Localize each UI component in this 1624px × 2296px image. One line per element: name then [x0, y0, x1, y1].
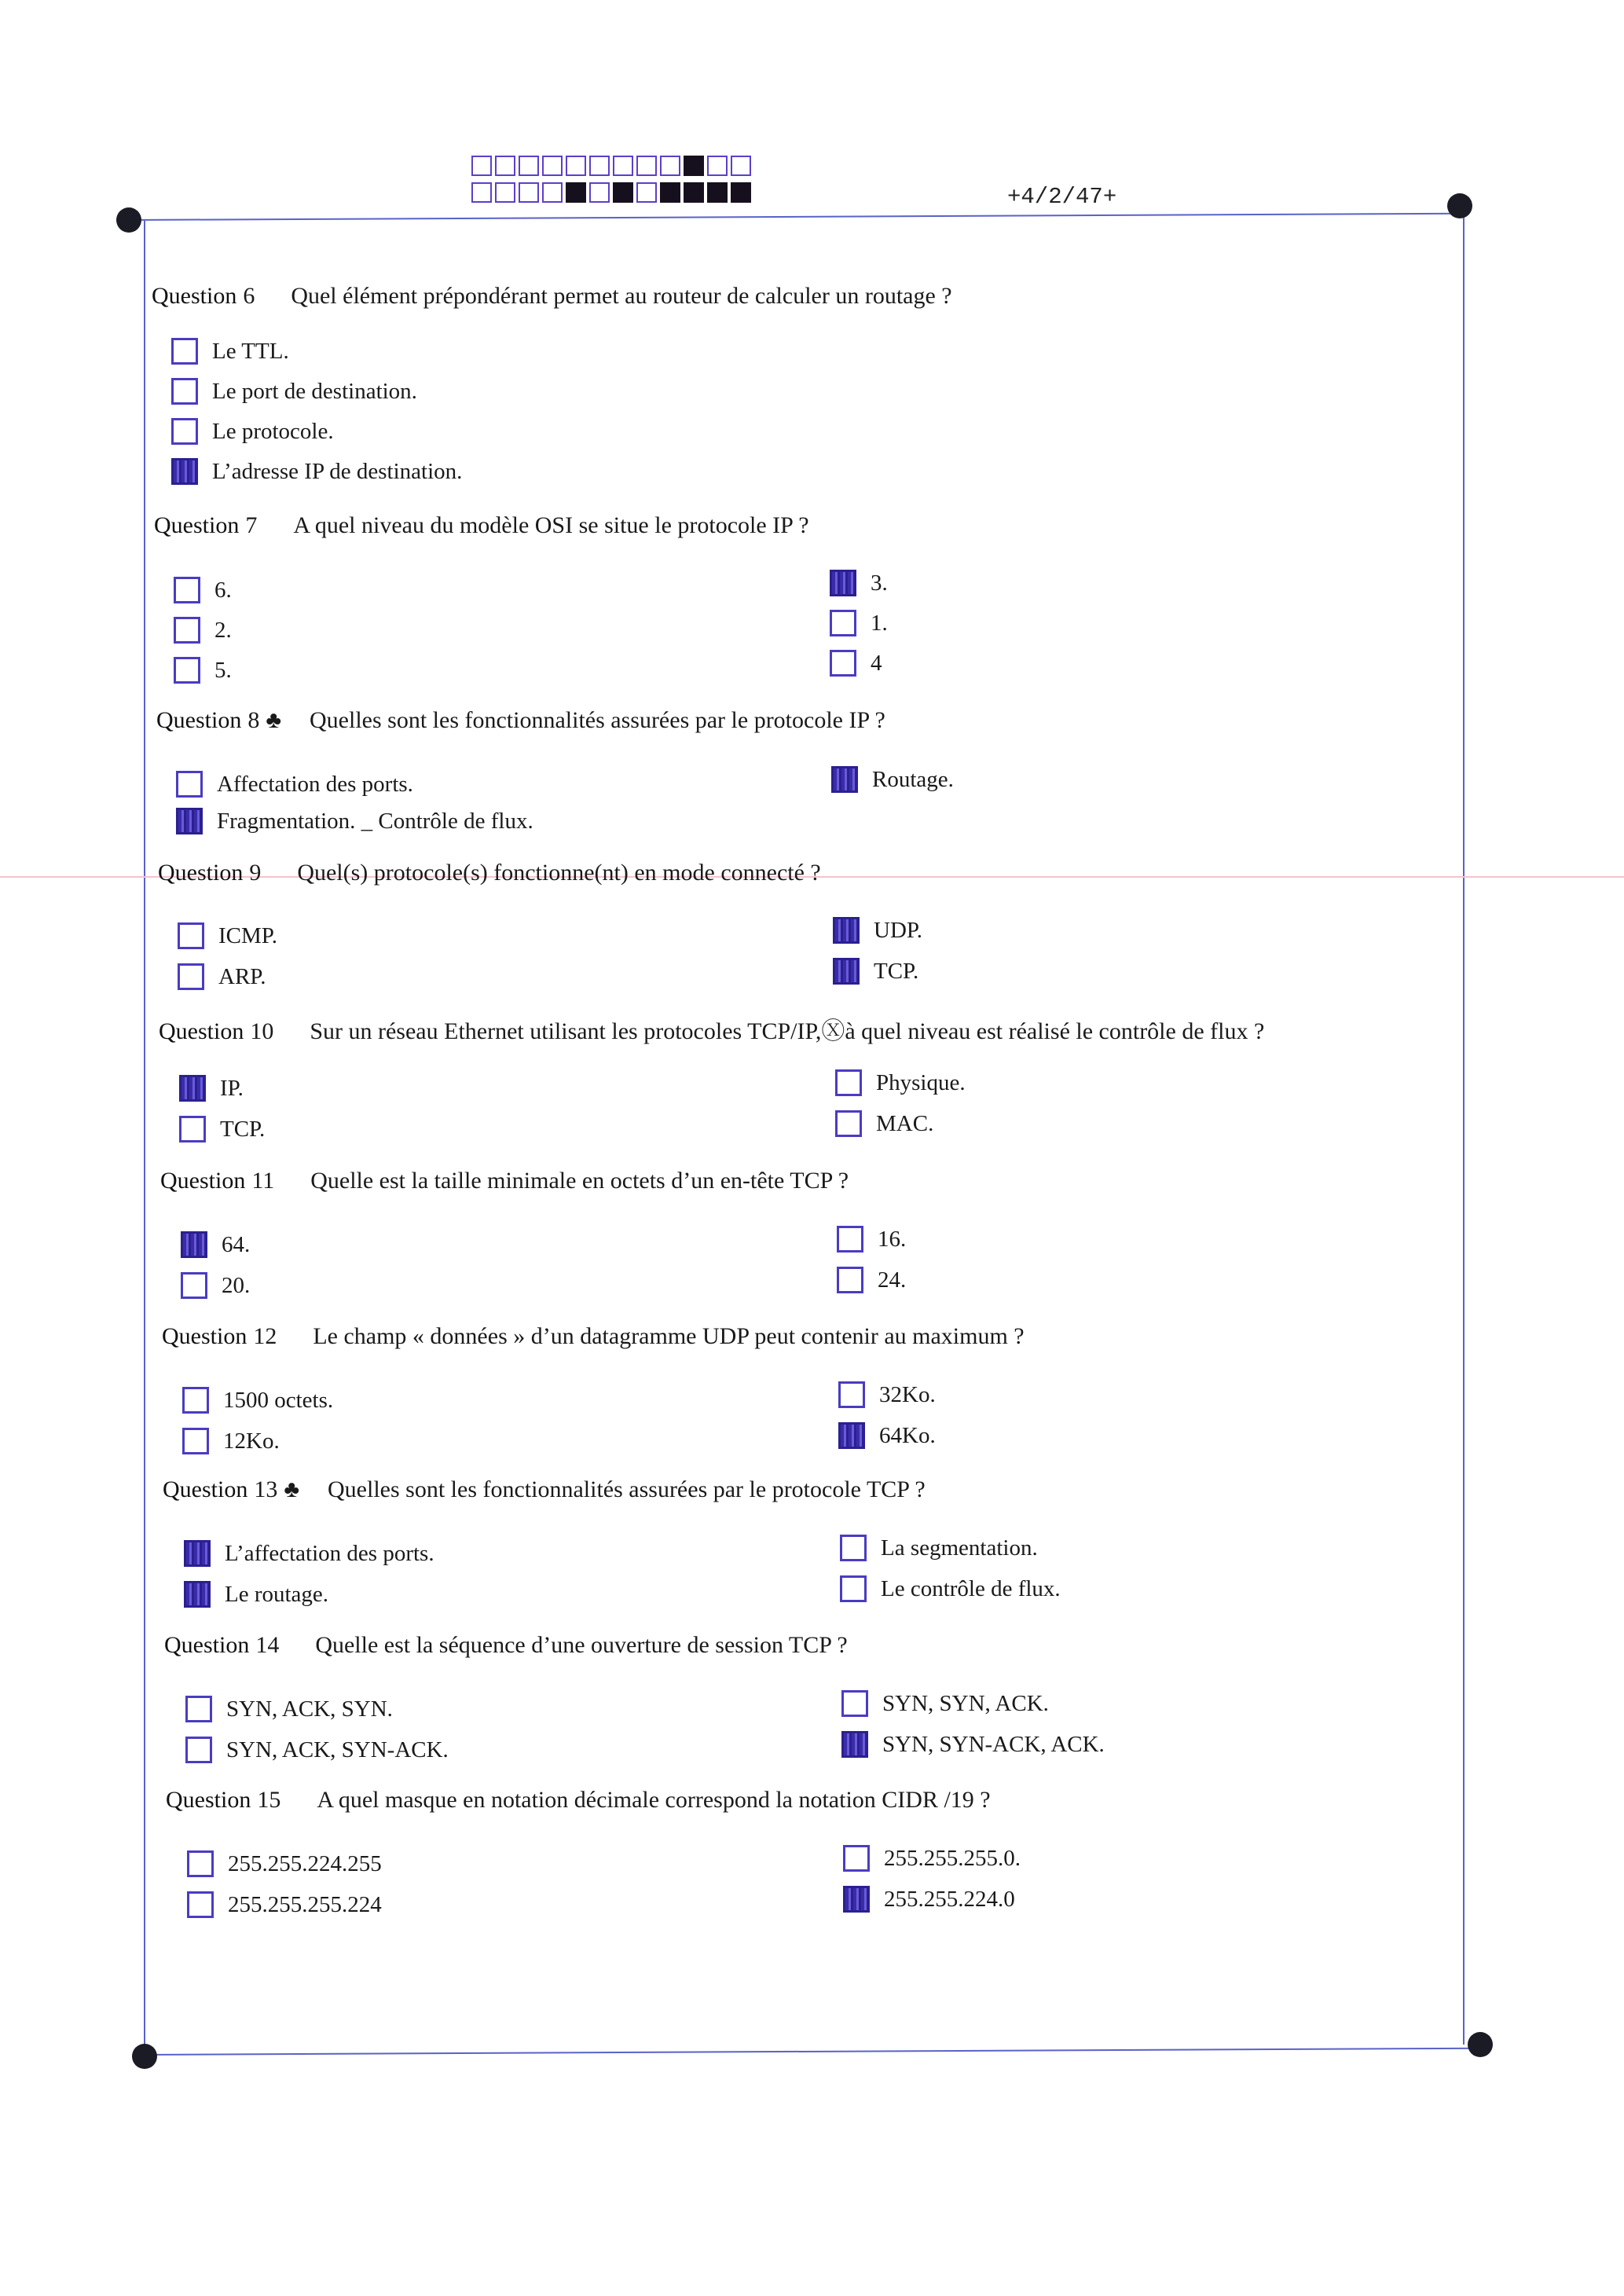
empty-checkbox[interactable]	[840, 1575, 867, 1602]
option-label: TCP.	[874, 958, 919, 984]
question-label: Question	[152, 283, 237, 309]
code-cell-empty	[566, 156, 586, 176]
question-12-header	[162, 1323, 1025, 1350]
checked-checkbox[interactable]	[831, 766, 858, 793]
code-cell-empty	[542, 156, 563, 176]
question-10-header	[159, 1011, 1264, 1046]
code-cell-empty	[471, 182, 492, 203]
corner-mark-top-right	[1447, 193, 1472, 218]
frame-left-line	[144, 221, 145, 2056]
option-label: Le protocole.	[212, 418, 334, 444]
question-number: 12	[253, 1323, 277, 1349]
option-label: 64.	[222, 1231, 251, 1257]
question-text: Quelle est la séquence d’une ouverture de session TCP ?	[315, 1632, 848, 1658]
option-label: SYN, SYN, ACK.	[882, 1690, 1049, 1716]
option-label: 12Ko.	[223, 1428, 280, 1454]
option-label: La segmentation.	[881, 1535, 1038, 1561]
question-number: 10	[250, 1018, 274, 1044]
question-8-option[interactable]	[176, 771, 413, 798]
code-cell-empty	[660, 156, 680, 176]
option-label: 255.255.255.224	[228, 1891, 382, 1917]
question-text: Quelles sont les fonctionnalités assurées par le protocole TCP ?	[328, 1476, 926, 1502]
empty-checkbox[interactable]	[174, 657, 200, 684]
empty-checkbox[interactable]	[837, 1226, 863, 1253]
code-cell-empty	[471, 156, 492, 176]
code-cell-empty	[589, 182, 610, 203]
question-13-option[interactable]	[184, 1540, 434, 1567]
question-13-option[interactable]	[184, 1581, 328, 1608]
question-11-option[interactable]	[181, 1272, 250, 1299]
option-label: L’adresse IP de destination.	[212, 458, 463, 484]
option-label: 255.255.224.0	[884, 1886, 1015, 1912]
question-15-option[interactable]	[187, 1850, 382, 1877]
code-cell-filled	[684, 182, 704, 203]
club-icon: ♣	[284, 1476, 300, 1502]
page-code-grid	[471, 156, 754, 209]
question-label: Question	[160, 1168, 246, 1194]
question-text: Sur un réseau Ethernet utilisant les protocoles TCP/IP,Ⓧà quel niveau est réalisé le contrôle de flux ?	[310, 1018, 1265, 1044]
empty-checkbox[interactable]	[176, 771, 203, 798]
code-row	[471, 182, 754, 206]
question-10-option[interactable]	[179, 1116, 265, 1142]
question-8-option[interactable]	[831, 766, 954, 793]
empty-checkbox[interactable]	[830, 610, 856, 636]
empty-checkbox[interactable]	[838, 1381, 865, 1408]
empty-checkbox[interactable]	[179, 1116, 206, 1142]
checked-checkbox[interactable]	[833, 917, 860, 944]
empty-checkbox[interactable]	[171, 378, 198, 405]
code-cell-filled	[613, 182, 633, 203]
question-9-option[interactable]	[833, 958, 918, 985]
option-label: SYN, ACK, SYN.	[226, 1696, 393, 1722]
question-7-option[interactable]	[174, 657, 232, 684]
question-number: 11	[251, 1168, 275, 1194]
question-8-header	[156, 707, 885, 734]
question-number: 15	[257, 1787, 281, 1813]
option-label: UDP.	[874, 917, 923, 943]
page-id: +4/2/47+	[1007, 184, 1117, 210]
option-label: 255.255.224.255	[228, 1850, 382, 1876]
question-11-option[interactable]	[837, 1267, 906, 1293]
code-cell-empty	[613, 156, 633, 176]
question-6-option[interactable]	[171, 458, 462, 485]
question-9-option[interactable]	[833, 917, 922, 944]
empty-checkbox[interactable]	[835, 1069, 862, 1096]
option-label: MAC.	[876, 1110, 934, 1136]
code-cell-empty	[636, 156, 657, 176]
option-label: 1.	[871, 610, 888, 636]
option-label: Routage.	[872, 766, 954, 792]
option-label: Le contrôle de flux.	[881, 1575, 1061, 1601]
question-8-option[interactable]	[176, 808, 533, 834]
option-label: 64Ko.	[879, 1422, 936, 1448]
question-10-option[interactable]	[835, 1110, 933, 1137]
checked-checkbox[interactable]	[179, 1075, 206, 1102]
question-13-option[interactable]	[840, 1575, 1061, 1602]
question-6-header	[152, 283, 952, 310]
question-15-option[interactable]	[843, 1845, 1021, 1872]
option-label: 32Ko.	[879, 1381, 936, 1407]
checked-checkbox[interactable]	[184, 1540, 211, 1567]
question-7-header	[154, 512, 809, 539]
code-cell-empty	[519, 182, 539, 203]
question-12-option[interactable]	[838, 1422, 936, 1449]
question-label: Question	[162, 1323, 247, 1349]
question-label: Question	[164, 1632, 250, 1658]
option-label: ICMP.	[218, 922, 277, 948]
code-cell-empty	[589, 156, 610, 176]
code-cell-filled	[566, 182, 586, 203]
question-14-option[interactable]	[841, 1731, 1105, 1758]
question-number: 6	[243, 283, 255, 309]
question-6-option[interactable]	[171, 338, 289, 365]
empty-checkbox[interactable]	[841, 1690, 868, 1717]
empty-checkbox[interactable]	[830, 650, 856, 677]
empty-checkbox[interactable]	[187, 1850, 214, 1877]
question-7-option[interactable]	[830, 610, 888, 636]
question-text: Quelles sont les fonctionnalités assurées par le protocole IP ?	[310, 707, 885, 733]
question-9-option[interactable]	[178, 922, 277, 949]
question-14-option[interactable]	[185, 1737, 449, 1763]
question-label: Question	[166, 1787, 251, 1813]
question-text: A quel niveau du modèle OSI se situe le protocole IP ?	[293, 512, 809, 538]
code-cell-filled	[660, 182, 680, 203]
empty-checkbox[interactable]	[185, 1696, 212, 1722]
checked-checkbox[interactable]	[171, 458, 198, 485]
question-text: Quel élément prépondérant permet au routeur de calculer un routage ?	[291, 283, 952, 309]
question-number: 13	[254, 1476, 278, 1502]
checked-checkbox[interactable]	[843, 1886, 870, 1913]
option-label: ARP.	[218, 963, 266, 989]
option-label: Le port de destination.	[212, 378, 417, 404]
question-label: Question	[159, 1018, 244, 1044]
checked-checkbox[interactable]	[176, 808, 203, 834]
question-text: Quel(s) protocole(s) fonctionne(nt) en mode connecté ?	[297, 860, 821, 886]
option-label: 255.255.255.0.	[884, 1845, 1021, 1871]
corner-mark-bottom-right	[1468, 2032, 1493, 2057]
question-14-option[interactable]	[841, 1690, 1049, 1717]
question-7-option[interactable]	[830, 650, 882, 677]
question-number: 9	[249, 860, 262, 886]
option-label: 4	[871, 650, 882, 676]
empty-checkbox[interactable]	[174, 617, 200, 644]
question-7-option[interactable]	[174, 617, 232, 644]
question-11-header	[160, 1168, 849, 1194]
code-cell-empty	[495, 182, 515, 203]
empty-checkbox[interactable]	[182, 1428, 209, 1454]
option-label: L’affectation des ports.	[225, 1540, 434, 1566]
empty-checkbox[interactable]	[181, 1272, 207, 1299]
frame-top-line	[130, 213, 1461, 221]
empty-checkbox[interactable]	[178, 922, 204, 949]
code-cell-empty	[636, 182, 657, 203]
option-label: 24.	[878, 1267, 907, 1293]
question-7-option[interactable]	[174, 577, 232, 603]
question-text: A quel masque en notation décimale correspond la notation CIDR /19 ?	[317, 1787, 991, 1813]
option-label: IP.	[220, 1075, 244, 1101]
code-cell-filled	[707, 182, 728, 203]
code-cell-empty	[707, 156, 728, 176]
option-label: Physique.	[876, 1069, 966, 1095]
question-13-header	[163, 1476, 926, 1503]
question-10-option[interactable]	[179, 1075, 244, 1102]
option-label: SYN, SYN-ACK, ACK.	[882, 1731, 1105, 1757]
checked-checkbox[interactable]	[841, 1731, 868, 1758]
code-cell-empty	[731, 156, 751, 176]
question-number: 7	[245, 512, 258, 538]
option-label: TCP.	[220, 1116, 266, 1142]
question-13-option[interactable]	[840, 1535, 1038, 1561]
empty-checkbox[interactable]	[171, 418, 198, 445]
question-9-header	[158, 860, 821, 886]
option-label: 6.	[214, 577, 232, 603]
code-row	[471, 156, 754, 179]
empty-checkbox[interactable]	[185, 1737, 212, 1763]
question-number: 14	[255, 1632, 280, 1658]
corner-mark-bottom-left	[132, 2044, 157, 2069]
empty-checkbox[interactable]	[171, 338, 198, 365]
checked-checkbox[interactable]	[838, 1422, 865, 1449]
code-cell-empty	[495, 156, 515, 176]
question-label: Question	[163, 1476, 248, 1502]
question-15-option[interactable]	[843, 1886, 1015, 1913]
question-6-option[interactable]	[171, 418, 334, 445]
option-label: 2.	[214, 617, 232, 643]
code-cell-filled	[684, 156, 704, 176]
question-6-option[interactable]	[171, 378, 417, 405]
empty-checkbox[interactable]	[187, 1891, 214, 1918]
option-label: SYN, ACK, SYN-ACK.	[226, 1737, 449, 1762]
question-label: Question	[154, 512, 240, 538]
empty-checkbox[interactable]	[174, 577, 200, 603]
question-14-header	[164, 1632, 848, 1659]
option-label: Fragmentation. _ Contrôle de flux.	[217, 808, 533, 834]
question-12-option[interactable]	[182, 1387, 333, 1414]
checked-checkbox[interactable]	[830, 570, 856, 596]
empty-checkbox[interactable]	[843, 1845, 870, 1872]
question-text: Le champ « données » d’un datagramme UDP peut contenir au maximum ?	[313, 1323, 1025, 1349]
corner-mark-top-left	[116, 207, 141, 233]
option-label: 16.	[878, 1226, 907, 1252]
club-icon: ♣	[266, 707, 282, 733]
option-label: Affectation des ports.	[217, 771, 413, 797]
question-11-option[interactable]	[181, 1231, 250, 1258]
checked-checkbox[interactable]	[833, 958, 860, 985]
empty-checkbox[interactable]	[837, 1267, 863, 1293]
question-9-option[interactable]	[178, 963, 266, 990]
empty-checkbox[interactable]	[840, 1535, 867, 1561]
question-label: Question	[156, 707, 242, 733]
question-12-option[interactable]	[838, 1381, 936, 1408]
question-15-option[interactable]	[187, 1891, 382, 1918]
option-label: Le routage.	[225, 1581, 329, 1607]
option-label: 1500 octets.	[223, 1387, 334, 1413]
question-11-option[interactable]	[837, 1226, 906, 1253]
checked-checkbox[interactable]	[184, 1581, 211, 1608]
question-label: Question	[158, 860, 244, 886]
question-15-header	[166, 1787, 991, 1814]
frame-bottom-line	[145, 2048, 1481, 2056]
code-cell-empty	[519, 156, 539, 176]
empty-checkbox[interactable]	[835, 1110, 862, 1137]
code-cell-empty	[542, 182, 563, 203]
empty-checkbox[interactable]	[182, 1387, 209, 1414]
option-label: 3.	[871, 570, 888, 596]
option-label: Le TTL.	[212, 338, 289, 364]
empty-checkbox[interactable]	[178, 963, 204, 990]
option-label: 5.	[214, 657, 232, 683]
option-label: 20.	[222, 1272, 251, 1298]
checked-checkbox[interactable]	[181, 1231, 207, 1258]
question-12-option[interactable]	[182, 1428, 280, 1454]
question-number: 8	[247, 707, 260, 733]
question-10-option[interactable]	[835, 1069, 966, 1096]
question-14-option[interactable]	[185, 1696, 393, 1722]
question-7-option[interactable]	[830, 570, 888, 596]
frame-right-line	[1463, 206, 1465, 2045]
question-text: Quelle est la taille minimale en octets d’un en-tête TCP ?	[310, 1168, 849, 1194]
code-cell-filled	[731, 182, 751, 203]
